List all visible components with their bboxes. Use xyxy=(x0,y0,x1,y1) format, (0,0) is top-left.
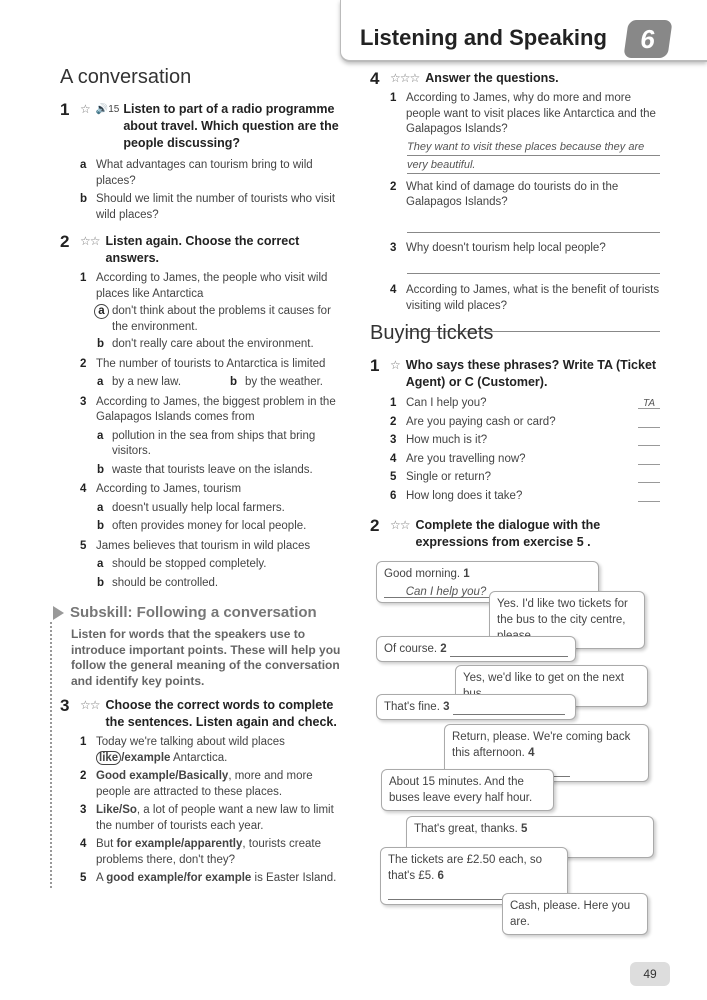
sentence: But for example/apparently, tourists create problems there, don't they? xyxy=(96,838,322,866)
word-option[interactable]: So xyxy=(122,804,137,816)
dialogue-blank[interactable] xyxy=(453,701,565,715)
unit-badge: 6 xyxy=(623,20,672,58)
option-text: What advantages can tourism bring to wild places? xyxy=(96,159,313,187)
option-text: waste that tourists leave on the islands. xyxy=(112,463,313,476)
item-number: 2 xyxy=(80,770,87,782)
difficulty-stars-icon: ☆☆ xyxy=(80,698,100,712)
sentence: Good example/Basically, more and more people are attracted to these places. xyxy=(96,770,313,798)
phrase: How long does it take? xyxy=(406,489,523,502)
item-number: 3 xyxy=(390,434,397,446)
exercise-4-answer-questions xyxy=(370,70,660,332)
exercise-instruction: Choose the correct words to complete the sentences. Listen again and check. xyxy=(105,698,337,729)
word-option[interactable]: for example xyxy=(116,838,182,850)
option-text: by a new law. xyxy=(112,376,182,388)
dialogue-blank[interactable]: Can I help you? xyxy=(384,584,508,598)
item-text: According to James, the biggest problem in the Galapagos Islands comes from xyxy=(96,395,336,423)
exercise-1-conversation xyxy=(60,101,342,223)
item-number: 5 xyxy=(390,471,397,483)
item-number: 6 xyxy=(390,489,397,502)
option-text: don't really care about the environment. xyxy=(112,338,314,350)
word-option[interactable]: apparently xyxy=(184,838,243,850)
exercise-2-conversation: 2 ☆☆ Listen again. Choose the correct answers. 1 According to James, the people who visit wild places like Antarctica a don't think about the problems it causes for the environment. b don't really care about the environment. 2 The number of tourists to Antarctica is limited a by a new law. b by the weather. 3 According to James, the biggest problem in the Galapagos Islands comes from a pollution in the sea from ships that bring visitors. b waste that tourists leave on the islands. 4 According to James, tourism a doesn't usually help local farmers. b often provides money for local people. 5 James believes that tourism in wild places a should be stopped completely. b should be controlled. xyxy=(60,233,342,591)
option-label: a xyxy=(80,159,87,171)
speaker-answer[interactable] xyxy=(638,433,660,446)
option-text: should be controlled. xyxy=(112,576,219,589)
word-option[interactable]: for example xyxy=(186,872,252,884)
item-number: 1 xyxy=(80,272,87,284)
option-label: b xyxy=(80,193,88,205)
section-title-buying-tickets: Buying tickets xyxy=(370,322,494,344)
word-option[interactable]: good example xyxy=(106,872,184,884)
question-text: Why doesn't tourism help local people? xyxy=(406,241,606,254)
phrase: Are you travelling now? xyxy=(406,452,526,465)
arrow-icon xyxy=(53,606,64,620)
answer-line[interactable] xyxy=(407,256,660,274)
exercise-instruction: Listen to part of a radio programme about travel. Which question are the people discussing? xyxy=(123,102,339,150)
difficulty-stars-icon: ☆ xyxy=(390,358,400,372)
option-text: doesn't usually help local farmers. xyxy=(112,501,285,514)
selected-answer-circle[interactable]: a xyxy=(94,304,109,319)
dialogue-bubble-agent: The tickets are £2.50 each, so that's £5. 6 xyxy=(380,847,568,905)
page-number: 49 xyxy=(630,962,670,986)
dialogue-bubble-customer: Cash, please. Here you are. xyxy=(502,893,648,935)
item-number: 1 xyxy=(390,92,397,104)
item-number: 5 xyxy=(80,872,87,884)
dialogue-blank[interactable] xyxy=(450,643,568,657)
speaker-answer[interactable] xyxy=(638,470,660,483)
exercise-number: 4 xyxy=(370,69,380,88)
option-text: by the weather. xyxy=(245,376,323,388)
exercise-instruction: Listen again. Choose the correct answers. xyxy=(105,234,300,265)
exercise-3-conversation xyxy=(60,697,342,887)
item-number: 4 xyxy=(80,838,87,850)
dialogue-bubble-agent: About 15 minutes. And the buses leave every half hour. xyxy=(381,769,554,811)
audio-track-icon: 🔊15 xyxy=(95,104,120,115)
item-number: 1 xyxy=(80,736,87,748)
question-text: What kind of damage do tourists do in the Galapagos Islands? xyxy=(406,180,619,208)
speaker-answer[interactable] xyxy=(638,415,660,428)
sentence: Like/So, a lot of people want a new law to limit the number of tourists each year. xyxy=(96,804,334,832)
answer-line[interactable]: They want to visit these places because they are xyxy=(407,138,660,156)
item-number: 1 xyxy=(390,397,397,409)
dialogue-blank[interactable] xyxy=(388,886,506,900)
item-text: According to James, the people who visit wild places like Antarctica xyxy=(96,272,328,300)
difficulty-stars-icon: ☆☆ xyxy=(390,518,410,532)
item-number: 2 xyxy=(390,415,397,428)
answer-line[interactable]: very beautiful. xyxy=(407,156,660,174)
phrase: How much is it? xyxy=(406,434,488,446)
subskill-title: Subskill: Following a conversation xyxy=(70,604,317,621)
exercise-number: 3 xyxy=(60,696,70,715)
question-text: According to James, what is the benefit of tourists visiting wild places? xyxy=(406,284,660,312)
exercise-1-buying-tickets xyxy=(370,357,660,504)
speaker-answer[interactable] xyxy=(638,452,660,465)
phrase: Are you paying cash or card? xyxy=(406,415,556,428)
word-option[interactable]: example xyxy=(124,751,171,764)
difficulty-stars-icon: ☆☆ xyxy=(80,234,100,248)
option-text: Should we limit the number of tourists who visit wild places? xyxy=(96,193,336,221)
speaker-answer[interactable] xyxy=(638,489,660,502)
item-number: 3 xyxy=(390,241,397,254)
dialogue-bubble-agent: That's fine. 3 xyxy=(376,694,576,720)
exercise-number: 1 xyxy=(370,356,380,375)
difficulty-stars-icon: ☆☆☆ xyxy=(390,71,420,85)
exercise-number: 2 xyxy=(60,232,70,251)
word-option[interactable]: Like xyxy=(96,804,120,816)
option-text: should be stopped completely. xyxy=(112,558,267,570)
difficulty-stars-icon: ☆ xyxy=(80,102,90,116)
exercise-instruction: Complete the dialogue with the expressions from exercise 5 . xyxy=(415,518,601,549)
dialogue-bubble-agent: Of course. 2 xyxy=(376,636,576,662)
section-title-conversation: A conversation xyxy=(60,66,192,88)
sentence: Today we're talking about wild places like /example Antarctica. xyxy=(96,736,285,764)
answer-line[interactable] xyxy=(407,211,660,233)
exercise-number: 2 xyxy=(370,516,380,535)
subskill-body: Listen for words that the speakers use to introduce important points. These will help you follow the general meaning of the conversation and identify key points. xyxy=(71,627,341,688)
subskill-box xyxy=(53,604,343,689)
item-number: 4 xyxy=(390,452,397,465)
word-option[interactable]: Good example xyxy=(96,770,176,782)
item-number: 4 xyxy=(390,284,397,296)
exercise-instruction: Answer the questions. xyxy=(425,71,559,85)
item-text: James believes that tourism in wild places xyxy=(96,539,311,552)
option-text: often provides money for local people. xyxy=(112,520,307,532)
question-text: According to James, why do more and more people want to visit places like Antarctica and the Galapagos Islands? xyxy=(406,92,656,135)
item-number: 3 xyxy=(80,804,87,816)
item-text: According to James, tourism xyxy=(96,483,242,495)
dialogue-bubble-customer: Yes. I'd like two tickets for the bus to the city centre, xyxy=(489,591,645,649)
dialogue-bubble-customer: That's great, thanks. 5 xyxy=(406,816,654,858)
dialogue-bubble-agent: Good morning. 1 Can I help you? xyxy=(376,561,599,603)
item-number: 5 xyxy=(80,539,87,552)
exercise-instruction: Who says these phrases? Write TA (Ticket Agent) or C (Customer). xyxy=(405,358,657,389)
dialogue-bubble-customer: Return, please. We're coming back this afternoon. 4 xyxy=(444,724,649,782)
item-number: 3 xyxy=(80,395,87,408)
item-number: 4 xyxy=(80,483,87,495)
item-number: 2 xyxy=(390,180,397,193)
dialogue-bubble-customer: Yes, we'd like to get on the next xyxy=(455,665,648,707)
selected-word[interactable]: like xyxy=(96,751,121,765)
phrase: Can I help you? xyxy=(406,397,487,409)
word-option[interactable]: Basically xyxy=(178,770,229,782)
option-text: don't think about the problems it causes for the environment. xyxy=(112,305,331,333)
exercise-number: 1 xyxy=(60,100,70,119)
item-text: The number of tourists to Antarctica is limited xyxy=(96,357,326,370)
speaker-answer[interactable]: TA xyxy=(638,396,660,409)
sentence: A good example/for example is Easter Island. xyxy=(96,872,337,884)
exercise-2-buying-tickets xyxy=(370,517,660,551)
option-text: pollution in the sea from ships that bring visitors. xyxy=(112,429,316,457)
phrase: Single or return? xyxy=(406,471,492,483)
dotted-divider xyxy=(50,622,52,888)
item-number: 2 xyxy=(80,357,87,370)
page-header-title: Listening and Speaking xyxy=(360,25,607,50)
